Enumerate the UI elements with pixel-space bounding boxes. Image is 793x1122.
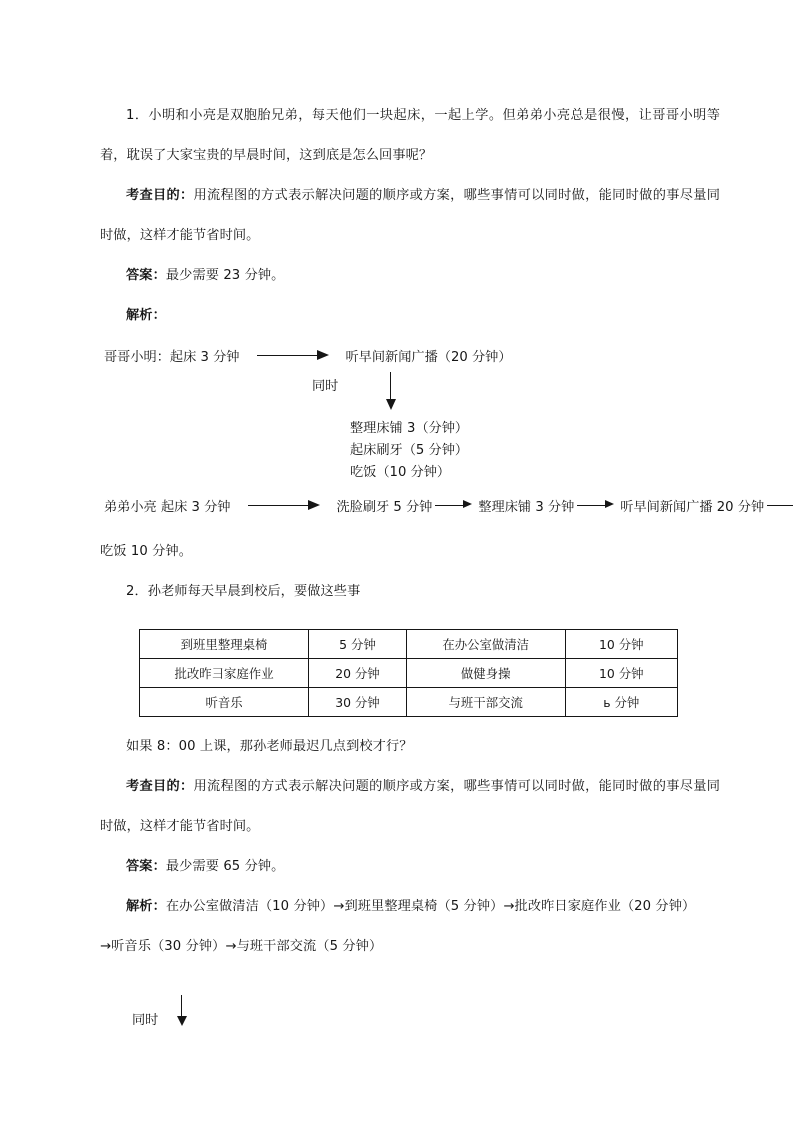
table-cell-task: 批改昨彐家庭作业 [140, 659, 309, 688]
spacer [100, 336, 720, 346]
table-cell-task: 与班干部交流 [406, 688, 565, 717]
flowchart-younger-lead: 弟弟小亮 起床 3 分钟 [104, 500, 231, 515]
spacer [100, 717, 720, 727]
flowchart-younger-step-last: 吃饭 10 分钟。 [100, 544, 193, 559]
problem-2-answer [100, 847, 720, 887]
arrow-right-icon [577, 500, 617, 512]
flowchart-brother-row [104, 346, 512, 365]
problem-1-purpose-label: 考查目的： [126, 188, 194, 203]
problem-1-answer-label: 答案： [126, 268, 166, 283]
problem-2-answer-text: 最少需要 65 分钟。 [165, 859, 285, 874]
arrow-right-icon [248, 500, 322, 512]
problem-2-simultaneous-block [100, 987, 720, 1047]
flowchart-younger-row [104, 496, 793, 515]
flowchart-brother-simultaneous-label: 同时 [312, 379, 339, 394]
flowchart-brother-parallel-items [350, 418, 468, 484]
parallel-item: 起床刷牙（5 分钟） [350, 443, 469, 458]
problem-1-purpose [100, 176, 720, 256]
problem-2-simultaneous-label: 同时 [132, 1013, 159, 1028]
problem-1-statement: 1．小明和小亮是双胞胎兄弟，每天他们一块起床，一起上学。但弟弟小亮总是很慢，让哥哥小明等着，耽误了大家宝贵的早晨时间，这到底是怎么回事呢？ [100, 108, 720, 163]
problem-2-purpose [100, 767, 720, 847]
task-table [139, 629, 678, 717]
table-cell-task: 在办公室做清洁 [406, 630, 565, 659]
problem-2-question: 如果 8：00 上课，那孙老师最迟几点到校才行？ [126, 739, 413, 754]
table-row [140, 688, 678, 717]
arrow-right-icon [767, 500, 793, 512]
parallel-item: 整理床铺 3（分钟） [350, 421, 469, 436]
parallel-item: 吃饭（10 分钟） [350, 465, 451, 480]
table-row [140, 659, 678, 688]
table-cell-duration: ь 分钟 [565, 688, 677, 717]
flowchart-younger [100, 496, 765, 532]
flowchart-brother-lead: 哥哥小明：起床 3 分钟 [104, 350, 240, 365]
arrow-down-icon [384, 372, 398, 410]
problem-2-answer-label: 答案： [126, 859, 166, 874]
flowchart-younger-step: 整理床铺 3 分钟 [478, 500, 575, 515]
problem-2-analysis-line-1 [100, 887, 720, 927]
table-cell-duration: 10 分钟 [565, 659, 677, 688]
problem-2-analysis-label: 解析： [126, 899, 166, 914]
arrow-right-icon [435, 500, 475, 512]
flowchart-younger-step: 洗脸刷牙 5 分钟 [336, 500, 433, 515]
problem-1-purpose-text: 用流程图的方式表示解决问题的顺序或方案，哪些事情可以同时做，能同时做的事尽量同时做，这样才能节省时间。 [100, 188, 720, 243]
problem-2-statement: 2．孙老师每天早晨到校后，要做这些事 [126, 584, 361, 599]
table-cell-duration: 20 分钟 [309, 659, 407, 688]
flowchart-brother [100, 346, 720, 496]
problem-2-analysis-text-1: 在办公室做清洁（10 分钟）→到班里整理桌椅（5 分钟）→批改昨日家庭作业（20 分钟） [165, 899, 696, 914]
problem-2-analysis-line-2: →听音乐（30 分钟）→与班干部交流（5 分钟） [100, 939, 383, 954]
table-cell-task: 到班里整理桌椅 [140, 630, 309, 659]
problem-1-answer-text: 最少需要 23 分钟。 [165, 268, 285, 283]
table-cell-duration: 5 分钟 [309, 630, 407, 659]
table-cell-duration: 10 分钟 [565, 630, 677, 659]
problem-2-purpose-text: 用流程图的方式表示解决问题的顺序或方案，哪些事情可以同时做，能同时做的事尽量同时做，这样才能节省时间。 [100, 779, 720, 834]
document-content [100, 96, 765, 1047]
arrow-down-icon [175, 995, 189, 1029]
problem-2-purpose-label: 考查目的： [126, 779, 194, 794]
problem-1-analysis-label: 解析： [126, 308, 166, 323]
table-row [140, 630, 678, 659]
table-cell-duration: 30 分钟 [309, 688, 407, 717]
arrow-right-icon [257, 350, 331, 362]
task-table-wrapper [139, 629, 678, 717]
table-cell-task: 做健身操 [406, 659, 565, 688]
flowchart-brother-after-arrow: 听早间新闻广播（20 分钟） [345, 350, 512, 365]
problem-1-answer [100, 256, 720, 296]
flowchart-younger-step: 听早间新闻广播 20 分钟 [620, 500, 765, 515]
table-cell-task: 听音乐 [140, 688, 309, 717]
problem-1-analysis-heading [100, 296, 720, 336]
